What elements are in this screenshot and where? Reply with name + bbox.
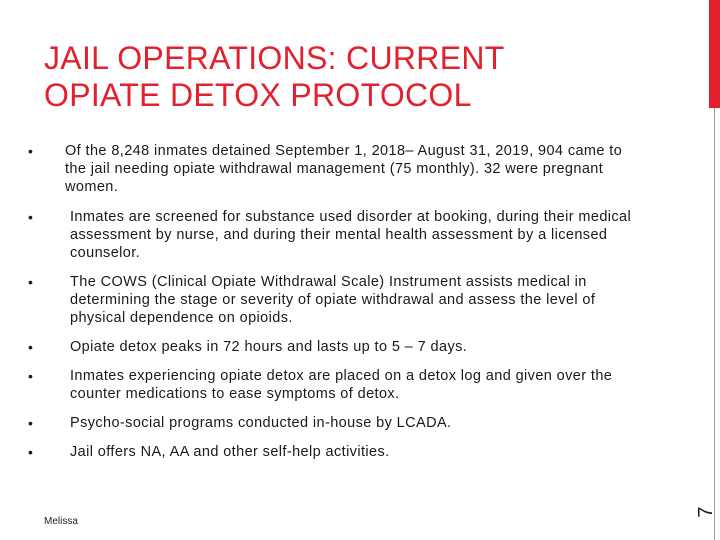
bullet-text: Of the 8,248 inmates detained September 1, 2018– August 31, 2019, 904 came to the jail needing opiate withdrawal management (75 monthly). 32 were pregnant women. — [65, 143, 623, 195]
bullet-item — [28, 414, 648, 432]
divider-line — [714, 108, 715, 540]
bullet-item — [28, 208, 648, 262]
bullet-text: Opiate detox peaks in 72 hours and lasts up to 5 – 7 days. — [70, 339, 468, 355]
bullet-text: Psycho-social programs conducted in-house by LCADA. — [70, 415, 452, 431]
bullet-marker: • — [28, 209, 34, 225]
bullet-marker: • — [28, 368, 34, 384]
bullet-item — [28, 338, 648, 356]
bullet-text: Inmates experiencing opiate detox are placed on a detox log and given over the counter medications to ease symptoms of detox. — [70, 368, 613, 402]
slide-title-line-1: JAIL OPERATIONS: CURRENT — [44, 40, 505, 76]
bullet-item — [28, 273, 648, 327]
slide-title-line-2: OPIATE DETOX PROTOCOL — [44, 77, 472, 113]
bullet-marker: • — [28, 339, 34, 355]
bullet-item — [28, 142, 648, 196]
footer-author: Melissa — [44, 516, 78, 527]
bullet-item — [28, 443, 648, 461]
slide-title — [44, 40, 644, 114]
bullet-text: The COWS (Clinical Opiate Withdrawal Scale) Instrument assists medical in determining the stage or severity of opiate withdrawal and assess the level of physical dependence on opioids. — [70, 274, 596, 326]
bullet-item — [28, 367, 648, 403]
bullet-marker: • — [28, 415, 34, 431]
accent-bar — [709, 0, 720, 108]
slide-number: 7 — [695, 506, 717, 518]
bullet-marker: • — [28, 444, 34, 460]
bullet-text: Jail offers NA, AA and other self-help activities. — [70, 444, 390, 460]
bullet-list — [28, 142, 648, 461]
bullet-marker: • — [28, 143, 34, 159]
bullet-marker: • — [28, 274, 34, 290]
bullet-text: Inmates are screened for substance used disorder at booking, during their medical assessment by nurse, and during their mental health assessment by a licensed counselor. — [70, 209, 632, 261]
